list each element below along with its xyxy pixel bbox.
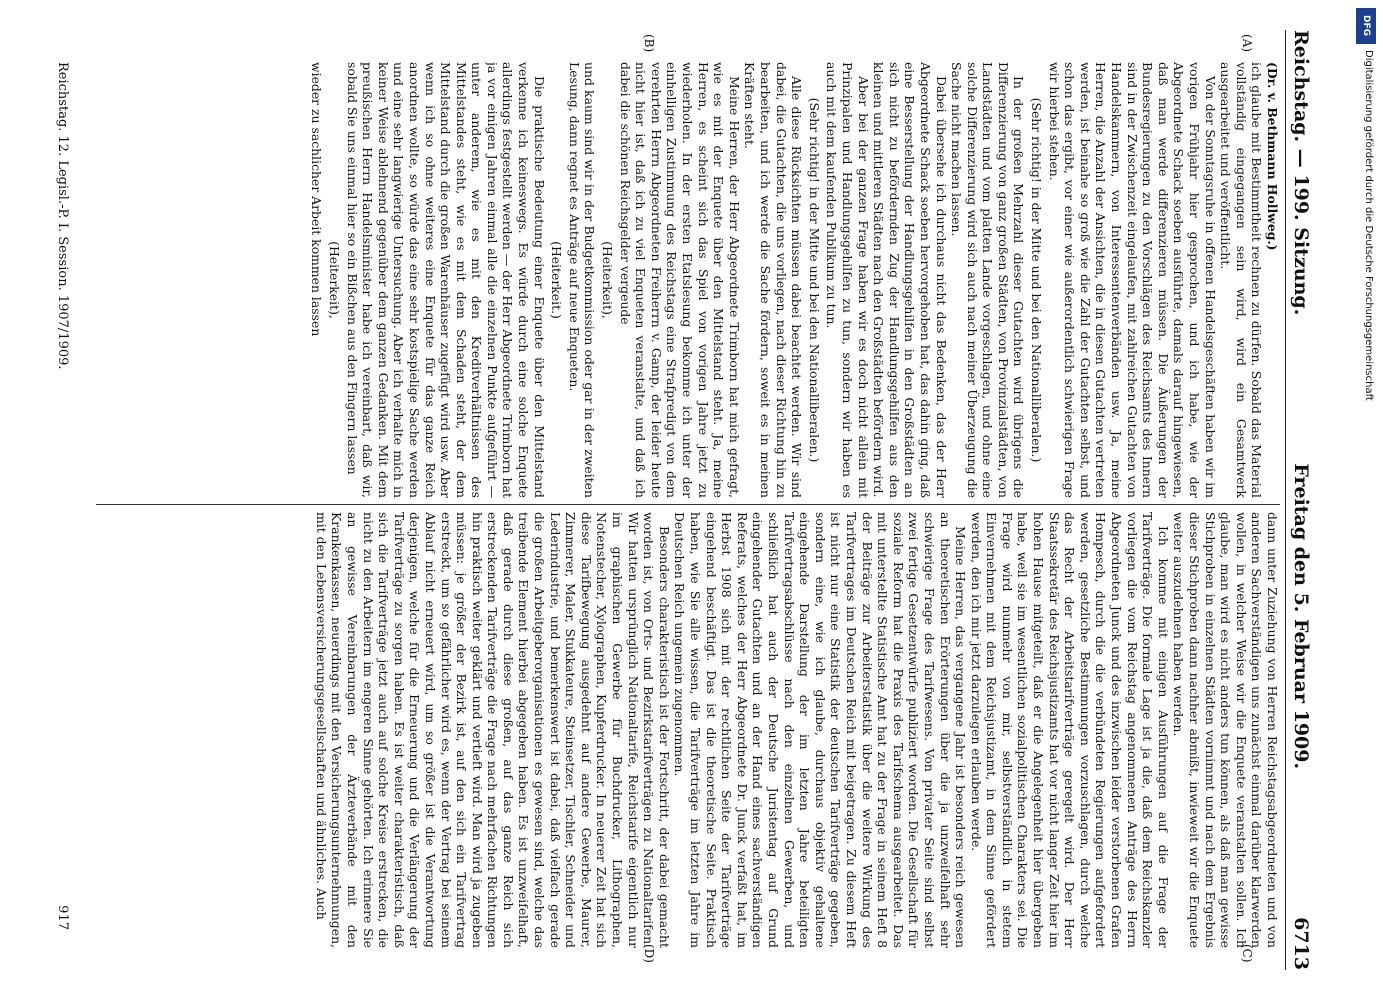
paragraph: Alle diese Rücksichten müssen dabei beachtet werden. Wir sind dabei, die Gutachten, die uns vorliegen, nach dieser Richtung hin zu bearbeiten, und ich werde die Sache fördern, soweit es in meinen Kräften steht.: [742, 62, 805, 498]
paragraph: Dabei übersehe ich durchaus nicht das Bedenken, das der Herr Abgeordnete Schack soeben hervorgehoben hat, das dahin ging, daß eine Besserstellung der Handlungsgehilfen in den Großstädten an sich nicht zu befördernden Zug der Handlungsgehilfen aus den kleinen und mittleren Städten nach den Großstädten befördern wird.: [871, 62, 949, 498]
interjection: (Sehr richtig! in der Mitte und bei den Nationalliberalen.): [806, 97, 822, 463]
paragraph: dann unter Zuziehung von Herren Reichstagsabgeordneten und von anderen Sachverständigen uns zunächst einmal darüber klarwerden wollen, in welcher Weise wir die Enquete veranstalten sollen. Ich glaube, man wird es nicht anders tun können, als daß man gewisse Stichproben in einzelnen Städten vornimmt und nach dem Ergebnis dieser Stichproben dann nachher abmißt, inwieweit wir die Enquete weiter auszudehnen haben werden.: [1171, 512, 1280, 948]
right-column: [76, 512, 1280, 948]
margin-mark-b: (B): [642, 34, 656, 53]
digitization-credit: [1352, 8, 1380, 998]
paragraph: und kaum sind wir in der Budgetkommission oder gar in der zweiten Lesung, dann regnet es Anträge auf neue Enqueten.: [566, 62, 598, 498]
interjection: (Sehr richtig! in der Mitte und bei den Nationalliberalen.): [1029, 97, 1045, 463]
header-rule: [1285, 30, 1286, 970]
paragraph: Die praktische Bedeutung einer Enquete über den Mittelstand verkenne ich keineswegs. Es würde durch eine solche Enquete allerdings festgestellt werden — der Herr Abgeordnete Trimborn hat ja vor einigen Jahren einmal alle die einzelnen Punkte aufgeführt — unter anderem, wie es mit den Kreditverhältnissen des Mittelstandes steht, wie es mit dem Schaden steht, der dem Mittelstand durch die großen Warenhäuser zugefügt wird usw. Aber wenn ich so ohne weiteres eine Enquete für das ganze Reich anordnen wollte, so würde das eine sehr kostspielige Sache werden und eine sehr langwierige Untersuchung. Aber ich verhalte mich in keiner Weise ablehnend gegenüber dem ganzen Gedanken. Mit dem preußischen Herrn Handelsminister habe ich vereinbart, daß wir, sobald Sie uns einmal hier so ein Bißchen aus den Fingern lassen: [344, 62, 547, 498]
footer-sheet-number: 917: [55, 905, 70, 930]
margin-mark-d: (D): [642, 944, 656, 963]
speaker-name: (Dr. v. Bethmann Hollweg.): [1265, 62, 1280, 251]
header-date: Freitag den 5. Februar 1909.: [1290, 463, 1312, 770]
header-page-number: 6713: [1290, 917, 1312, 970]
page-footer: [30, 30, 70, 970]
page-header: [1290, 30, 1326, 970]
interjection: (Heiterkeit),: [326, 241, 342, 319]
margin-mark-c: (C): [1240, 944, 1254, 963]
paragraph: ich glaube mit Bestimmtheit rechnen zu dürfen. Sobald das Material vollständig eingegangen sein wird, wird ein Gesamtwerk ausgearbeitet und veröffentlicht.: [1218, 62, 1265, 498]
credit-text: Digitalisierung gefördert durch die Deutsche Forschungsgemeinschaft: [1363, 50, 1374, 401]
paragraph: Von der Sonntagsruhe in offenen Handelsgeschäften haben wir im vorigen Frühjahr hier gesprochen, und ich habe, wie der Abgeordnete Schack soeben ausführte, damals darauf hingewiesen, daß man werde differenzieren müssen. Die Äußerungen der Bundesregierungen zu den Vorschlägen des Reichsamts des Innern sind in der Zwischenzeit eingelaufen, mit zahlreichen Gutachten von Handelskammern, von Interessentenverbänden usw. Ja, meine Herren, die Anzahl der Ansichten, die in diesen Gutachten vertreten werden, ist beinahe so groß wie die Zahl der Gutachten selbst, und schon das ergibt, vor einer wie außerordentlich schwierigen Frage wir hierbei stehen.: [1046, 62, 1218, 498]
column-divider: [96, 504, 1280, 505]
footer-session-info: Reichstag. 12. Legisl.-P. I. Session. 1907/1909.: [55, 62, 70, 370]
paragraph: Aber bei der ganzen Frage haben wir es doch nicht allein mit Prinzipalen und Handlungsgehilfen zu tun, sondern wir haben es auch mit dem kaufenden Publikum zu tun.: [824, 62, 871, 498]
header-session: Reichstag. — 199. Sitzung.: [1290, 30, 1312, 316]
paragraph: In der großen Mehrzahl dieser Gutachten wird übrigens die Differenzierung von ganz großen Städten, von Provinzialstädten, von Landstädten und vom platten Lande vorgeschlagen, und ohne eine solche Differenzierung wird sich auch nach meiner Überzeugung die Sache nicht machen lassen.: [949, 62, 1027, 498]
interjection: (Heiterkeit),: [600, 241, 616, 319]
scanned-page: [6, 0, 1346, 1000]
paragraph: Meine Herren, der Herr Abgeordnete Trimborn hat mich gefragt, wie es mit der Enquete über den Mittelstand steht. Ja, meine Herren, es scheint sich das Spiel von vorigen Jahre jetzt zu wiederholen. In der ersten Etatslesung bekomme ich unter der einhelligen Zustimmung des Reichstags eine Strafpredigt von dem verehrten Herrn Abgeordneten Freiherrn v. Gamp, der leider heute nicht hier ist, daß ich zu viel Enqueten veranstalte, und daß ich dabei die schönen Reichsgelder vergeude: [617, 62, 742, 498]
dfg-logo-icon: DFG: [1356, 8, 1376, 44]
left-column: [76, 62, 1280, 498]
paragraph: Meine Herren, das vergangene Jahr ist besonders reich gewesen an theoretischen Erörterungen über die ja unzweifelhaft sehr schwierige Frage des Tarifwesens. Von privater Seite sind selbst zwei fertige Gesetzentwürfe publiziert worden. Die Gesellschaft für soziale Reform hat die Praxis des Tarifschema ausgearbeitet. Das mit unterstellte Statistische Amt hat zu der Frage in seinem Heft 8 der Beiträge zur Arbeiterstatistik über die weitere Wirkung des Tarifvertrages im Deutschen Reich mit beigetragen. Zu diesem Heft ist nicht nur eine Statistik der deutschen Tarifverträge gegeben, sondern eine, wie ich glaube, durchaus objektiv gehaltene eingehende Darstellung der im letzten Jahre beteiligten Tarifvertragsabschlüsse nach den einzelnen Gewerben, und schließlich hat auch der Deutsche Juristentag auf Grund eingehender Gutachten und an der Hand eines sachverständigen Referats, welches der Herr Abgeordnete Dr. Junck verfaßt hat, im Herbst 1908 sich mit der rechtlichen Seite der Tarifverträge eingehend beschäftigt. Das ist die theoretische Seite. Praktisch haben, wie Sie alle wissen, die Tarifverträge im letzten Jahre im Deutschen Reich ungemein zugenommen.: [672, 512, 969, 948]
paragraph: wieder zu sachlicher Arbeit kommen lassen: [309, 62, 325, 337]
paragraph: Ich komme mit einigen Ausführungen auf die Frage der Tarifverträge. Die formale Lage ist ja die, daß dem Reichskanzler vorliegen die vom Reichstag angenommenen Anträge des Herrn Abgeordneten Junck und des inzwischen leider verstorbenen Grafen Hompesch, durch die die verbündeten Regierungen aufgefordert werden, gesetzliche Bestimmungen vorzuschlagen, durch welche das Recht der Arbeitstarifverträge geregelt wird. Der Herr Staatssekretär des Reichsjustizamts hat vor nicht langer Zeit hier im hohen Hause mitgeteilt, daß er die Angelegenheit hier übergeben habe, weil sie im wesentlichen sozialpolitischen Charakters sei. Die Frage wird nunmehr von mir, selbstverständlich in stetem Einvernehmen mit dem Reichsjustizamt, in dem Sinne gefördert werden, den ich mir jetzt darzulegen erlauben werde.: [968, 512, 1171, 948]
interjection: (Heiterkeit.): [549, 241, 565, 319]
paragraph: Besonders charakteristisch ist der Fortschritt, der dabei gemacht worden ist, von Orts- und Bezirkstarifverträgen zu Nationaltarifen. Wir hatten ursprünglich Nationaltarife, Reichstarife eigentlich nur im graphischen Gewerbe für Buchdrucker, Lithographen, Notenstecher, Xylographen, Kupferdrucker. In neuerer Zeit hat sich diese Tarifbewegung ausgedehnt auf andere Gewerbe, Maurer, Zimmerer, Maler, Stukkateure, Steinsetzer, Tischler, Schneider und Lederindustrie, und bemerkenswert ist dabei, daß vielfach gerade die großen Arbeitgeberorganisationen es gewesen sind, welche das treibende Element hierbei abgegeben haben. Es ist unzweifelhaft, daß gerade durch diese großen, auf das ganze Reich sich erstreckenden Tarifverträge die Frage nach mehrfachen Richtungen hin praktisch weiter geklärt und vertieft wird. Man wird ja zugeben müssen: je größer der Bezirk ist, auf den sich ein Tarifvertrag erstreckt, um so gefährlicher wird es, wenn der Vertrag bei seinem Ablauf nicht erneuert wird, um so größer ist die Verantwortung derjenigen, welche für die Erneuerung und die Verlängerung der Tarifverträge zu sorgen haben. Es ist weiter charakteristisch, daß sich die Tarifverträge jetzt auch auf solche Kreise erstrecken, die nicht zu den Arbeitern im engeren Sinne gehörten. Ich erinnere Sie an gewisse Vereinbarungen der Ärzteverbände mit den Krankenkassen, neuerdings mit den Versicherungsunternehmungen, mit den Lebensversicherungsgesellschaften und ähnliches. Auch: [313, 512, 672, 948]
margin-mark-a: (A): [1240, 34, 1254, 53]
